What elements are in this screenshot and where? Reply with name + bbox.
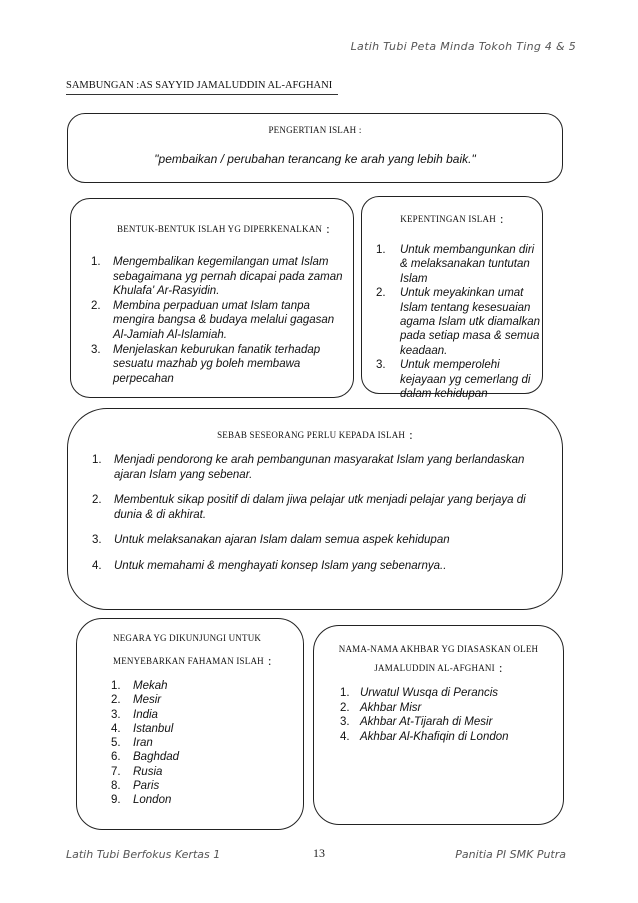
- list-item: 8. Paris: [111, 780, 160, 793]
- list-item: 3. India: [111, 708, 158, 721]
- list-item: 2. Mesir: [111, 694, 162, 707]
- sebab-list: [92, 453, 552, 585]
- list-item: 6. Baghdad: [111, 751, 180, 764]
- kepentingan-list: [376, 243, 540, 401]
- list-item: 3. Akhbar At-Tijarah di Mesir: [340, 716, 493, 729]
- negara-caption-line2: MENYEBARKAN FAHAMAN ISLAH :: [113, 653, 272, 668]
- pengertian-definition: "pembaikan / perubahan terancang ke arah yang lebih baik.": [154, 152, 476, 166]
- page-title: SAMBUNGAN :AS SAYYID JAMALUDDIN AL-AFGHANI: [66, 80, 333, 91]
- list-item: 9. London: [111, 794, 172, 807]
- list-item: 4. Istanbul: [111, 722, 174, 735]
- sebab-islah-box: [67, 408, 563, 610]
- akhbar-box: [313, 625, 564, 825]
- list-item: 1. Untuk membangunkan diri & melaksanakan tuntutan Islam: [376, 244, 535, 285]
- pengertian-islah-box: [67, 113, 563, 183]
- bentuk-caption: BENTUK-BENTUK ISLAH YG DIPERKENALKAN :: [117, 221, 330, 236]
- akhbar-caption-line2: JAMALUDDIN AL-AFGHANI :: [374, 660, 503, 675]
- page-number: 13: [313, 846, 325, 860]
- kepentingan-caption: KEPENTINGAN ISLAH :: [400, 211, 504, 226]
- list-item: 4. Untuk memahami & menghayati konsep Islam yang sebenarnya..: [92, 559, 447, 572]
- akhbar-caption-line1: NAMA-NAMA AKHBAR YG DIASASKAN OLEH: [338, 644, 539, 654]
- list-item: 2. Akhbar Misr: [340, 701, 422, 714]
- list-item: 3. Untuk memperolehi kejayaan yg cemerlang di dalam kehidupan: [376, 359, 531, 401]
- list-item: 1. Mengembalikan kegemilangan umat Islam sebagaimana yg pernah dicapai pada zaman Khulafa' Ar-Rasyidin.: [91, 256, 343, 298]
- negara-caption-line1: NEGARA YG DIKUNJUNGI UNTUK: [113, 633, 262, 643]
- list-item: 5. Iran: [111, 737, 153, 750]
- title-underline: [66, 94, 338, 95]
- list-item: 1. Urwatul Wusqa di Perancis: [340, 687, 499, 699]
- list-item: 3. Menjelaskan keburukan fanatik terhadap sesuatu mazhab yg boleh membawa perpecahan: [91, 343, 321, 385]
- list-item: 7. Rusia: [111, 765, 163, 778]
- running-header: Latih Tubi Peta Minda Tokoh Ting 4 & 5: [350, 40, 576, 53]
- sebab-caption: SEBAB SESEORANG PERLU KEPADA ISLAH :: [217, 427, 413, 442]
- list-item: 2. Membina perpaduan umat Islam tanpa mengira bangsa & budaya melalui gagasan Al-Jamiah Al-Islamiah.: [91, 299, 335, 341]
- pengertian-caption: PENGERTIAN ISLAH :: [268, 125, 362, 135]
- akhbar-list: [340, 686, 560, 744]
- list-item: 1. Menjadi pendorong ke arah pembangunan masyarakat Islam yang berlandaskan ajaran Islam yang sebenar.: [92, 454, 525, 481]
- list-item: 4. Akhbar Al-Khafiqin di London: [340, 730, 509, 743]
- list-item: 2. Membentuk sikap positif di dalam jiwa pelajar utk menjadi pelajar yang berjaya di dunia & di akhirat.: [92, 494, 526, 521]
- bentuk-list: [91, 255, 349, 386]
- list-item: 2. Untuk meyakinkan umat Islam tentang kesesuaian agama Islam utk diamalkan pada setiap masa & semua keadaan.: [376, 287, 540, 357]
- list-item: 1. Mekah: [111, 680, 168, 692]
- negara-list: [111, 679, 291, 808]
- negara-dikunjungi-box: [76, 618, 304, 830]
- list-item: 3. Untuk melaksanakan ajaran Islam dalam semua aspek kehidupan: [92, 534, 450, 547]
- footer-right: Panitia PI SMK Putra: [455, 848, 566, 861]
- footer-left: Latih Tubi Berfokus Kertas 1: [66, 848, 221, 861]
- kepentingan-islah-box: [361, 196, 543, 401]
- bentuk-islah-box: [70, 198, 354, 398]
